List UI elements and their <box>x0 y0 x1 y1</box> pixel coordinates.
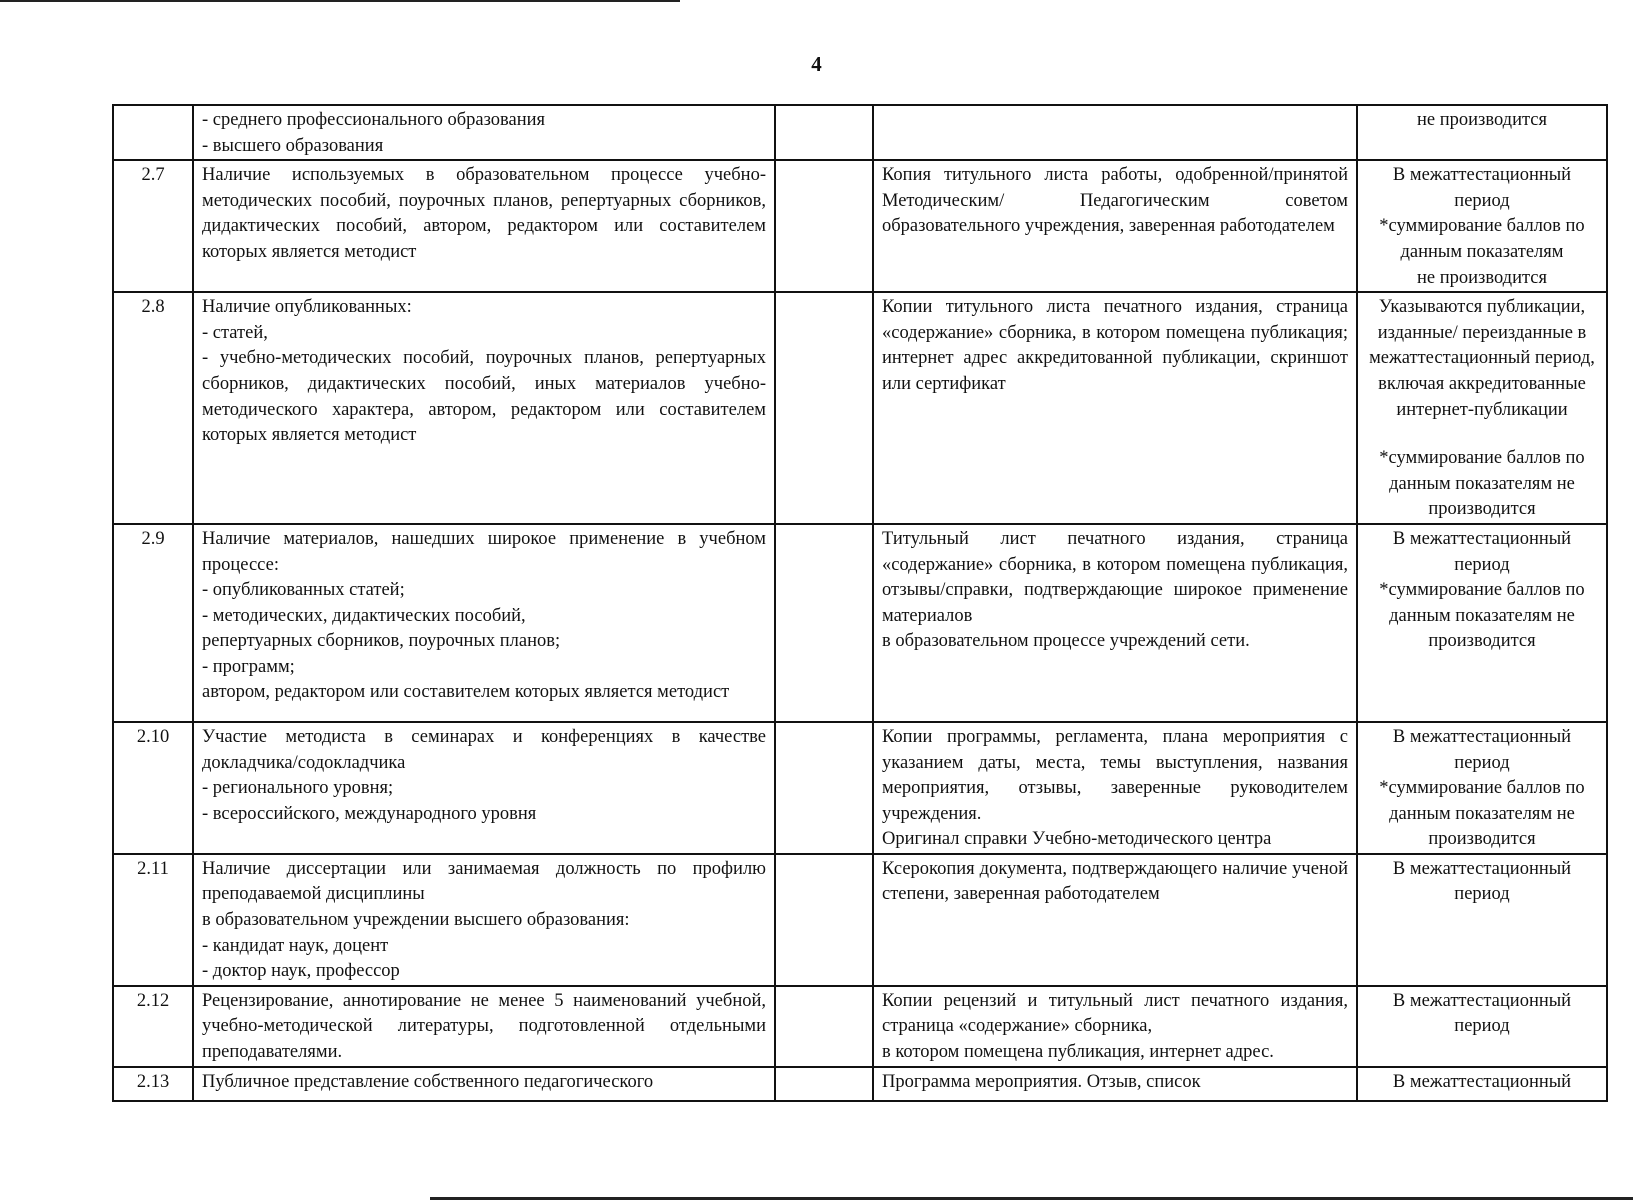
row-number-cell: 2.8 <box>113 292 193 524</box>
doc-line: Оригинал справки Учебно-методического центра <box>882 829 1272 850</box>
row-number-cell: 2.12 <box>113 986 193 1067</box>
note-line: *суммирование баллов по данным показателям не производится <box>1379 778 1585 850</box>
criterion-description-cell <box>193 160 775 292</box>
page-number: 4 <box>811 52 822 76</box>
desc-line: Рецензирование, аннотирование не менее 5 наименований учебной, учебно-методической литературы, подготовленной отдельными преподавателями. <box>202 990 766 1063</box>
desc-line: автором, редактором или составителем которых является методист <box>202 682 730 703</box>
table-row <box>113 105 1607 160</box>
desc-line: - кандидат наук, доцент <box>202 935 389 956</box>
desc-line: Наличие опубликованных: <box>202 297 412 318</box>
doc-line: в котором помещена публикация, интернет адрес. <box>882 1042 1274 1063</box>
doc-line: Копии рецензий и титульный лист печатного издания, страница «содержание» сборника, <box>882 990 1348 1037</box>
table-row <box>113 160 1607 292</box>
desc-line: Наличие диссертации или занимаемая должность по профилю преподаваемой дисциплины <box>202 858 766 905</box>
note-line: *суммирование баллов по данным показателям не производится <box>1379 580 1585 652</box>
note-line: В межаттестационный период <box>1392 165 1572 211</box>
note-line: В межаттестационный период <box>1392 528 1572 575</box>
row-number-cell: 2.13 <box>113 1067 193 1101</box>
note-cell <box>1357 1067 1607 1101</box>
table-row <box>113 986 1607 1067</box>
doc-line: Ксерокопия документа, подтверждающего наличие ученой степени, заверенная работодателем <box>882 858 1348 905</box>
scan-edge-top <box>0 0 680 2</box>
confirming-document-cell <box>873 160 1357 292</box>
desc-line: - учебно-методических пособий, поурочных планов, репертуарных сборников, дидактических пособий, иных материалов учебно-методического характера, автором, редактором или составителем которых является методист <box>202 348 766 446</box>
table-row <box>113 1067 1607 1101</box>
confirming-document-cell <box>873 292 1357 524</box>
note-line: В межаттестационный период <box>1392 858 1572 905</box>
table-row <box>113 524 1607 722</box>
desc-line: - статей, <box>202 322 268 343</box>
desc-line: Наличие материалов, нашедших широкое применение в учебном процессе: <box>202 528 766 575</box>
criterion-description-cell <box>193 105 775 160</box>
note-cell <box>1357 854 1607 986</box>
note-cell <box>1357 986 1607 1067</box>
desc-line: Участие методиста в семинарах и конференциях в качестве докладчика/содокладчика <box>202 726 766 773</box>
note-cell <box>1357 105 1607 160</box>
note-line: *суммирование баллов по данным показателям не производится <box>1379 448 1585 520</box>
doc-line: Копии титульного листа печатного издания, страница «содержание» сборника, в котором помещена публикация; интернет адрес аккредитованной публикации, скриншот или сертификат <box>882 297 1348 394</box>
desc-line: репертуарных сборников, поурочных планов; <box>202 631 561 652</box>
empty-cell <box>775 292 873 524</box>
note-cell <box>1357 160 1607 292</box>
table-row <box>113 722 1607 854</box>
desc-line: - регионального уровня; <box>202 778 394 799</box>
confirming-document-cell <box>873 986 1357 1067</box>
desc-line: Наличие используемых в образовательном процессе учебно-методических пособий, поурочных планов, репертуарных сборников, дидактических пособий, автором, редактором или составителем которых является методист <box>202 165 766 262</box>
desc-line: Публичное представление собственного педагогического <box>202 1071 654 1092</box>
confirming-document-cell <box>873 854 1357 986</box>
note-cell <box>1357 292 1607 524</box>
note-line: В межаттестационный <box>1392 1071 1572 1092</box>
note-line: *суммирование баллов по данным показателям <box>1379 216 1585 262</box>
empty-cell <box>775 722 873 854</box>
doc-line: Программа мероприятия. Отзыв, список <box>882 1071 1201 1092</box>
note-line: В межаттестационный период <box>1392 726 1572 773</box>
row-number-cell: 2.11 <box>113 854 193 986</box>
desc-line: - программ; <box>202 656 295 677</box>
criterion-description-cell <box>193 1067 775 1101</box>
note-cell <box>1357 722 1607 854</box>
criterion-description-cell <box>193 722 775 854</box>
doc-line: Копии программы, регламента, плана мероприятия с указанием даты, места, темы выступления, названия мероприятия, отзывы, заверенные руководителем учреждения. <box>882 726 1348 824</box>
criteria-table-body <box>113 105 1607 1101</box>
table-row <box>113 854 1607 986</box>
confirming-document-cell <box>873 524 1357 722</box>
empty-cell <box>775 986 873 1067</box>
empty-cell <box>775 105 873 160</box>
desc-line: - доктор наук, профессор <box>202 961 400 982</box>
desc-line: в образовательном учреждении высшего образования: <box>202 910 630 931</box>
doc-line: Титульный лист печатного издания, страница «содержание» сборника, в котором помещена публикация, отзывы/справки, подтверждающие широкое применение материалов <box>882 528 1348 626</box>
confirming-document-cell <box>873 722 1357 854</box>
confirming-document-cell <box>873 105 1357 160</box>
doc-line: Копия титульного листа работы, одобренной/принятой Методическим/ Педагогическим советом образовательного учреждения, заверенная работодателем <box>882 165 1348 237</box>
table-row <box>113 292 1607 524</box>
desc-line: - всероссийского, международного уровня <box>202 803 537 824</box>
note-line: В межаттестационный период <box>1392 990 1572 1037</box>
criterion-description-cell <box>193 524 775 722</box>
desc-line: - среднего профессионального образования <box>202 110 546 130</box>
row-number-cell: 2.9 <box>113 524 193 722</box>
criterion-description-cell <box>193 986 775 1067</box>
note-line: не производится <box>1416 267 1547 288</box>
empty-cell <box>775 524 873 722</box>
row-number-cell: 2.10 <box>113 722 193 854</box>
desc-line: - высшего образования <box>202 135 384 156</box>
desc-line: - опубликованных статей; <box>202 580 405 601</box>
empty-cell <box>775 1067 873 1101</box>
criteria-table <box>112 104 1608 1102</box>
doc-line: в образовательном процессе учреждений сети. <box>882 631 1250 652</box>
criterion-description-cell <box>193 292 775 524</box>
empty-cell <box>775 854 873 986</box>
blank-line <box>1366 423 1598 446</box>
row-number-cell: 2.7 <box>113 160 193 292</box>
note-line: не производится <box>1416 110 1547 130</box>
confirming-document-cell <box>873 1067 1357 1101</box>
note-cell <box>1357 524 1607 722</box>
desc-line: - методических, дидактических пособий, <box>202 605 526 626</box>
note-line: Указываются публикации, изданные/ переизданные в межаттестационный период, включая аккредитованные интернет-публикации <box>1369 297 1595 420</box>
empty-cell <box>775 160 873 292</box>
row-number-cell <box>113 105 193 160</box>
criterion-description-cell <box>193 854 775 986</box>
